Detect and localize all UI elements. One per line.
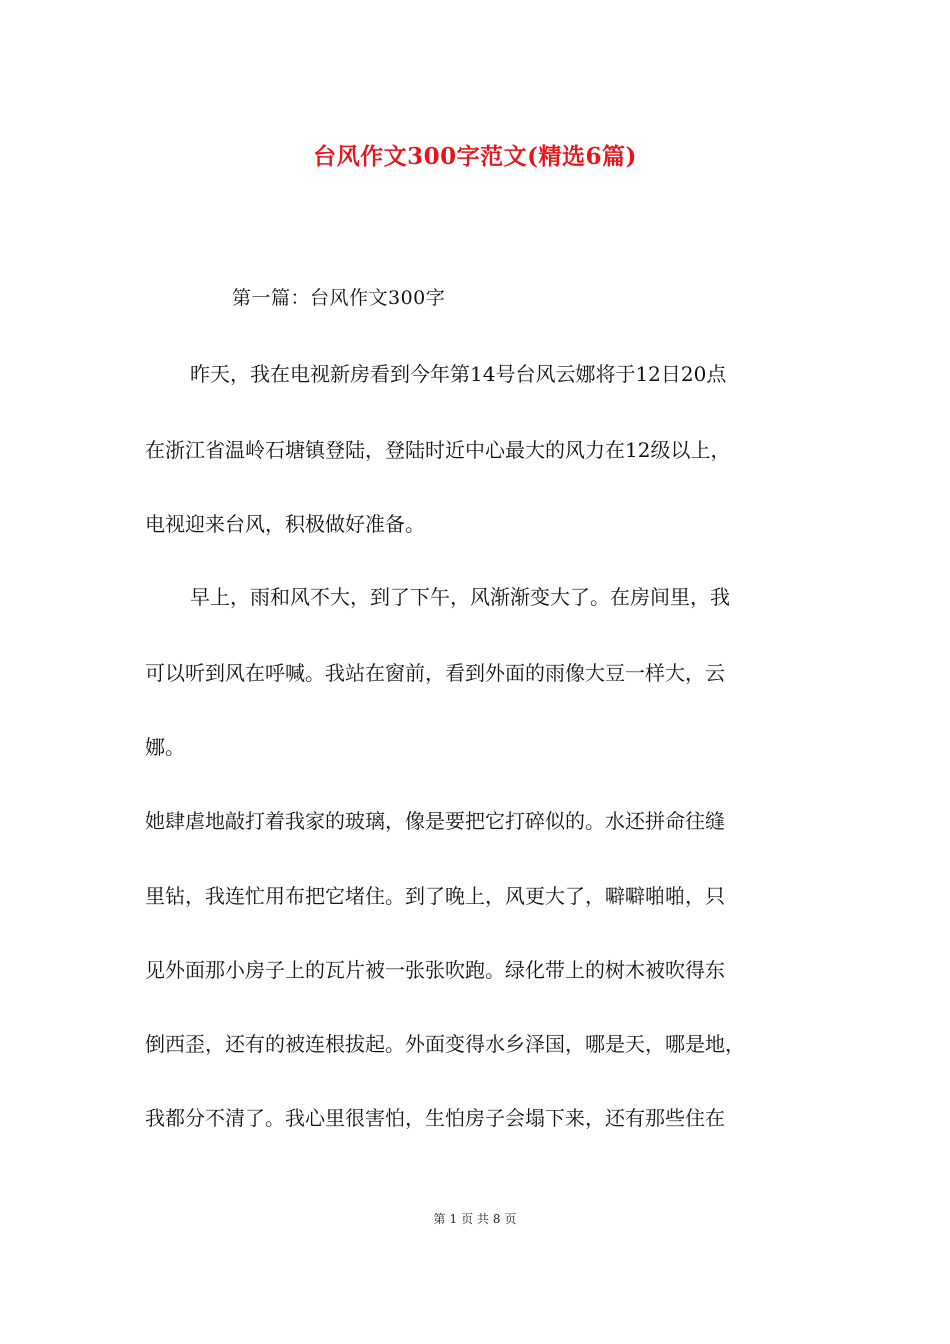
paragraph-line: 她肆虐地敲打着我家的玻璃，像是要把它打碎似的。水还拼命往缝: [145, 809, 725, 833]
paragraph-line: 见外面那小房子上的瓦片被一张张吹跑。绿化带上的树木被吹得东: [145, 958, 725, 982]
footer-middle: 页 共: [461, 1212, 489, 1226]
paragraph-line: 我都分不清了。我心里很害怕，生怕房子会塌下来，还有那些住在: [145, 1106, 725, 1130]
paragraph-line: 昨天，我在电视新房看到今年第14号台风云娜将于12日20点: [190, 362, 727, 386]
paragraph-line: 电视迎来台风，积极做好准备。: [145, 512, 425, 536]
paragraph-line: 倒西歪，还有的被连根拔起。外面变得水乡泽国，哪是天，哪是地，: [145, 1032, 745, 1056]
section-heading: 第一篇：台风作文300字: [232, 287, 446, 309]
footer-page-number: 1: [449, 1212, 458, 1226]
paragraph-line: 在浙江省温岭石塘镇登陆，登陆时近中心最大的风力在12级以上，: [145, 438, 731, 462]
footer-suffix: 页: [504, 1212, 517, 1226]
page-footer: [0, 1210, 950, 1227]
footer-total-pages: 8: [492, 1212, 501, 1226]
paragraph-line: 娜。: [145, 735, 185, 759]
paragraph-line: 里钻，我连忙用布把它堵住。到了晚上，风更大了，噼噼啪啪，只: [145, 884, 725, 908]
footer-prefix: 第: [433, 1212, 446, 1226]
paragraph-line: 可以听到风在呼喊。我站在窗前，看到外面的雨像大豆一样大，云: [145, 661, 725, 685]
document-title: 台风作文300字范文(精选6篇): [313, 143, 637, 170]
paragraph-line: 早上，雨和风不大，到了下午，风渐渐变大了。在房间里，我: [190, 585, 730, 609]
